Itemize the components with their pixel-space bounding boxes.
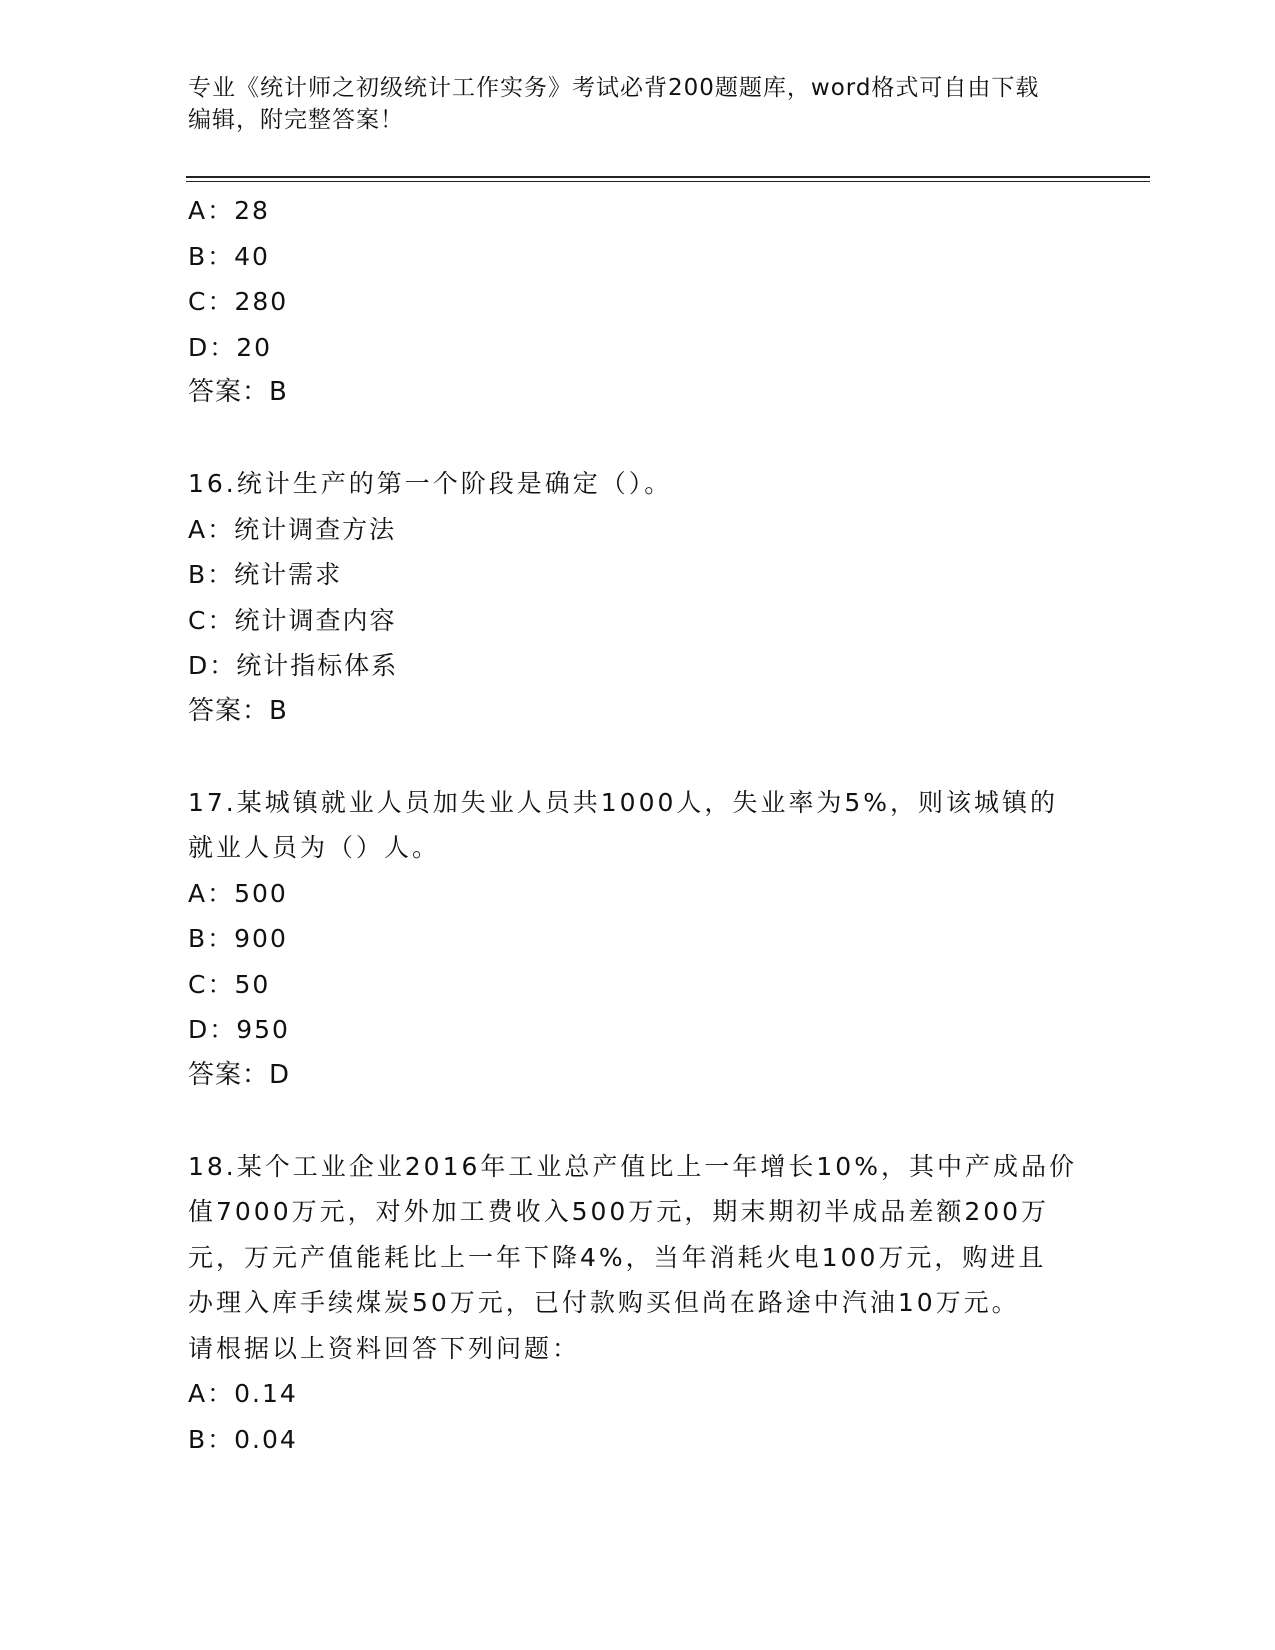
question-stem: 16.统计生产的第一个阶段是确定（）。	[188, 469, 673, 498]
option-d: D：20	[188, 332, 273, 362]
question-stem-line-1: 18.某个工业企业2016年工业总产值比上一年增长10%，其中产成品价	[188, 1151, 1077, 1181]
document-header	[188, 72, 1088, 136]
header-title-line-1: 专业《统计师之初级统计工作实务》考试必背200题题库，word格式可自由下载	[188, 75, 1040, 101]
option-c: C：280	[188, 287, 289, 316]
question-list	[188, 188, 1088, 1462]
question-18	[188, 1144, 1088, 1463]
question-stem-line-2: 就业人员为（）人。	[188, 833, 441, 862]
option-a: A：统计调查方法	[188, 514, 397, 544]
question-stem-line-5: 请根据以上资料回答下列问题：	[188, 1333, 581, 1363]
option-b: B：统计需求	[188, 560, 343, 589]
header-divider-thick	[186, 176, 1150, 178]
header-title-line-2: 编辑，附完整答案！	[188, 107, 404, 133]
option-a: A：28	[188, 196, 270, 225]
answer-line: 答案：B	[188, 377, 288, 407]
question-stem-line-3: 元，万元产值能耗比上一年下降4%，当年消耗火电100万元，购进且	[188, 1242, 1047, 1272]
question-spacer	[188, 416, 1088, 462]
question-stem-line-1: 17.某城镇就业人员加失业人员共1000人，失业率为5%，则该城镇的	[188, 787, 1059, 817]
option-d: D：统计指标体系	[188, 651, 399, 680]
option-d: D：950	[188, 1015, 290, 1044]
option-b: B：0.04	[188, 1424, 298, 1454]
header-divider-thin	[186, 181, 1150, 182]
answer-line: 答案：D	[188, 1059, 291, 1090]
question-15	[188, 188, 1088, 416]
option-a: A：0.14	[188, 1379, 298, 1408]
answer-line: 答案：B	[188, 695, 288, 726]
question-stem-line-2: 值7000万元，对外加工费收入500万元，期末期初半成品差额200万	[188, 1197, 1050, 1226]
option-c: C：统计调查内容	[188, 605, 397, 635]
option-c: C：50	[188, 969, 271, 999]
question-17	[188, 780, 1088, 1099]
question-spacer	[188, 1098, 1088, 1144]
option-b: B：40	[188, 241, 270, 271]
question-spacer	[188, 734, 1088, 780]
question-16	[188, 461, 1088, 734]
option-a: A：500	[188, 878, 288, 908]
question-stem-line-4: 办理入库手续煤炭50万元，已付款购买但尚在路途中汽油10万元。	[188, 1288, 1020, 1317]
option-b: B：900	[188, 924, 288, 953]
